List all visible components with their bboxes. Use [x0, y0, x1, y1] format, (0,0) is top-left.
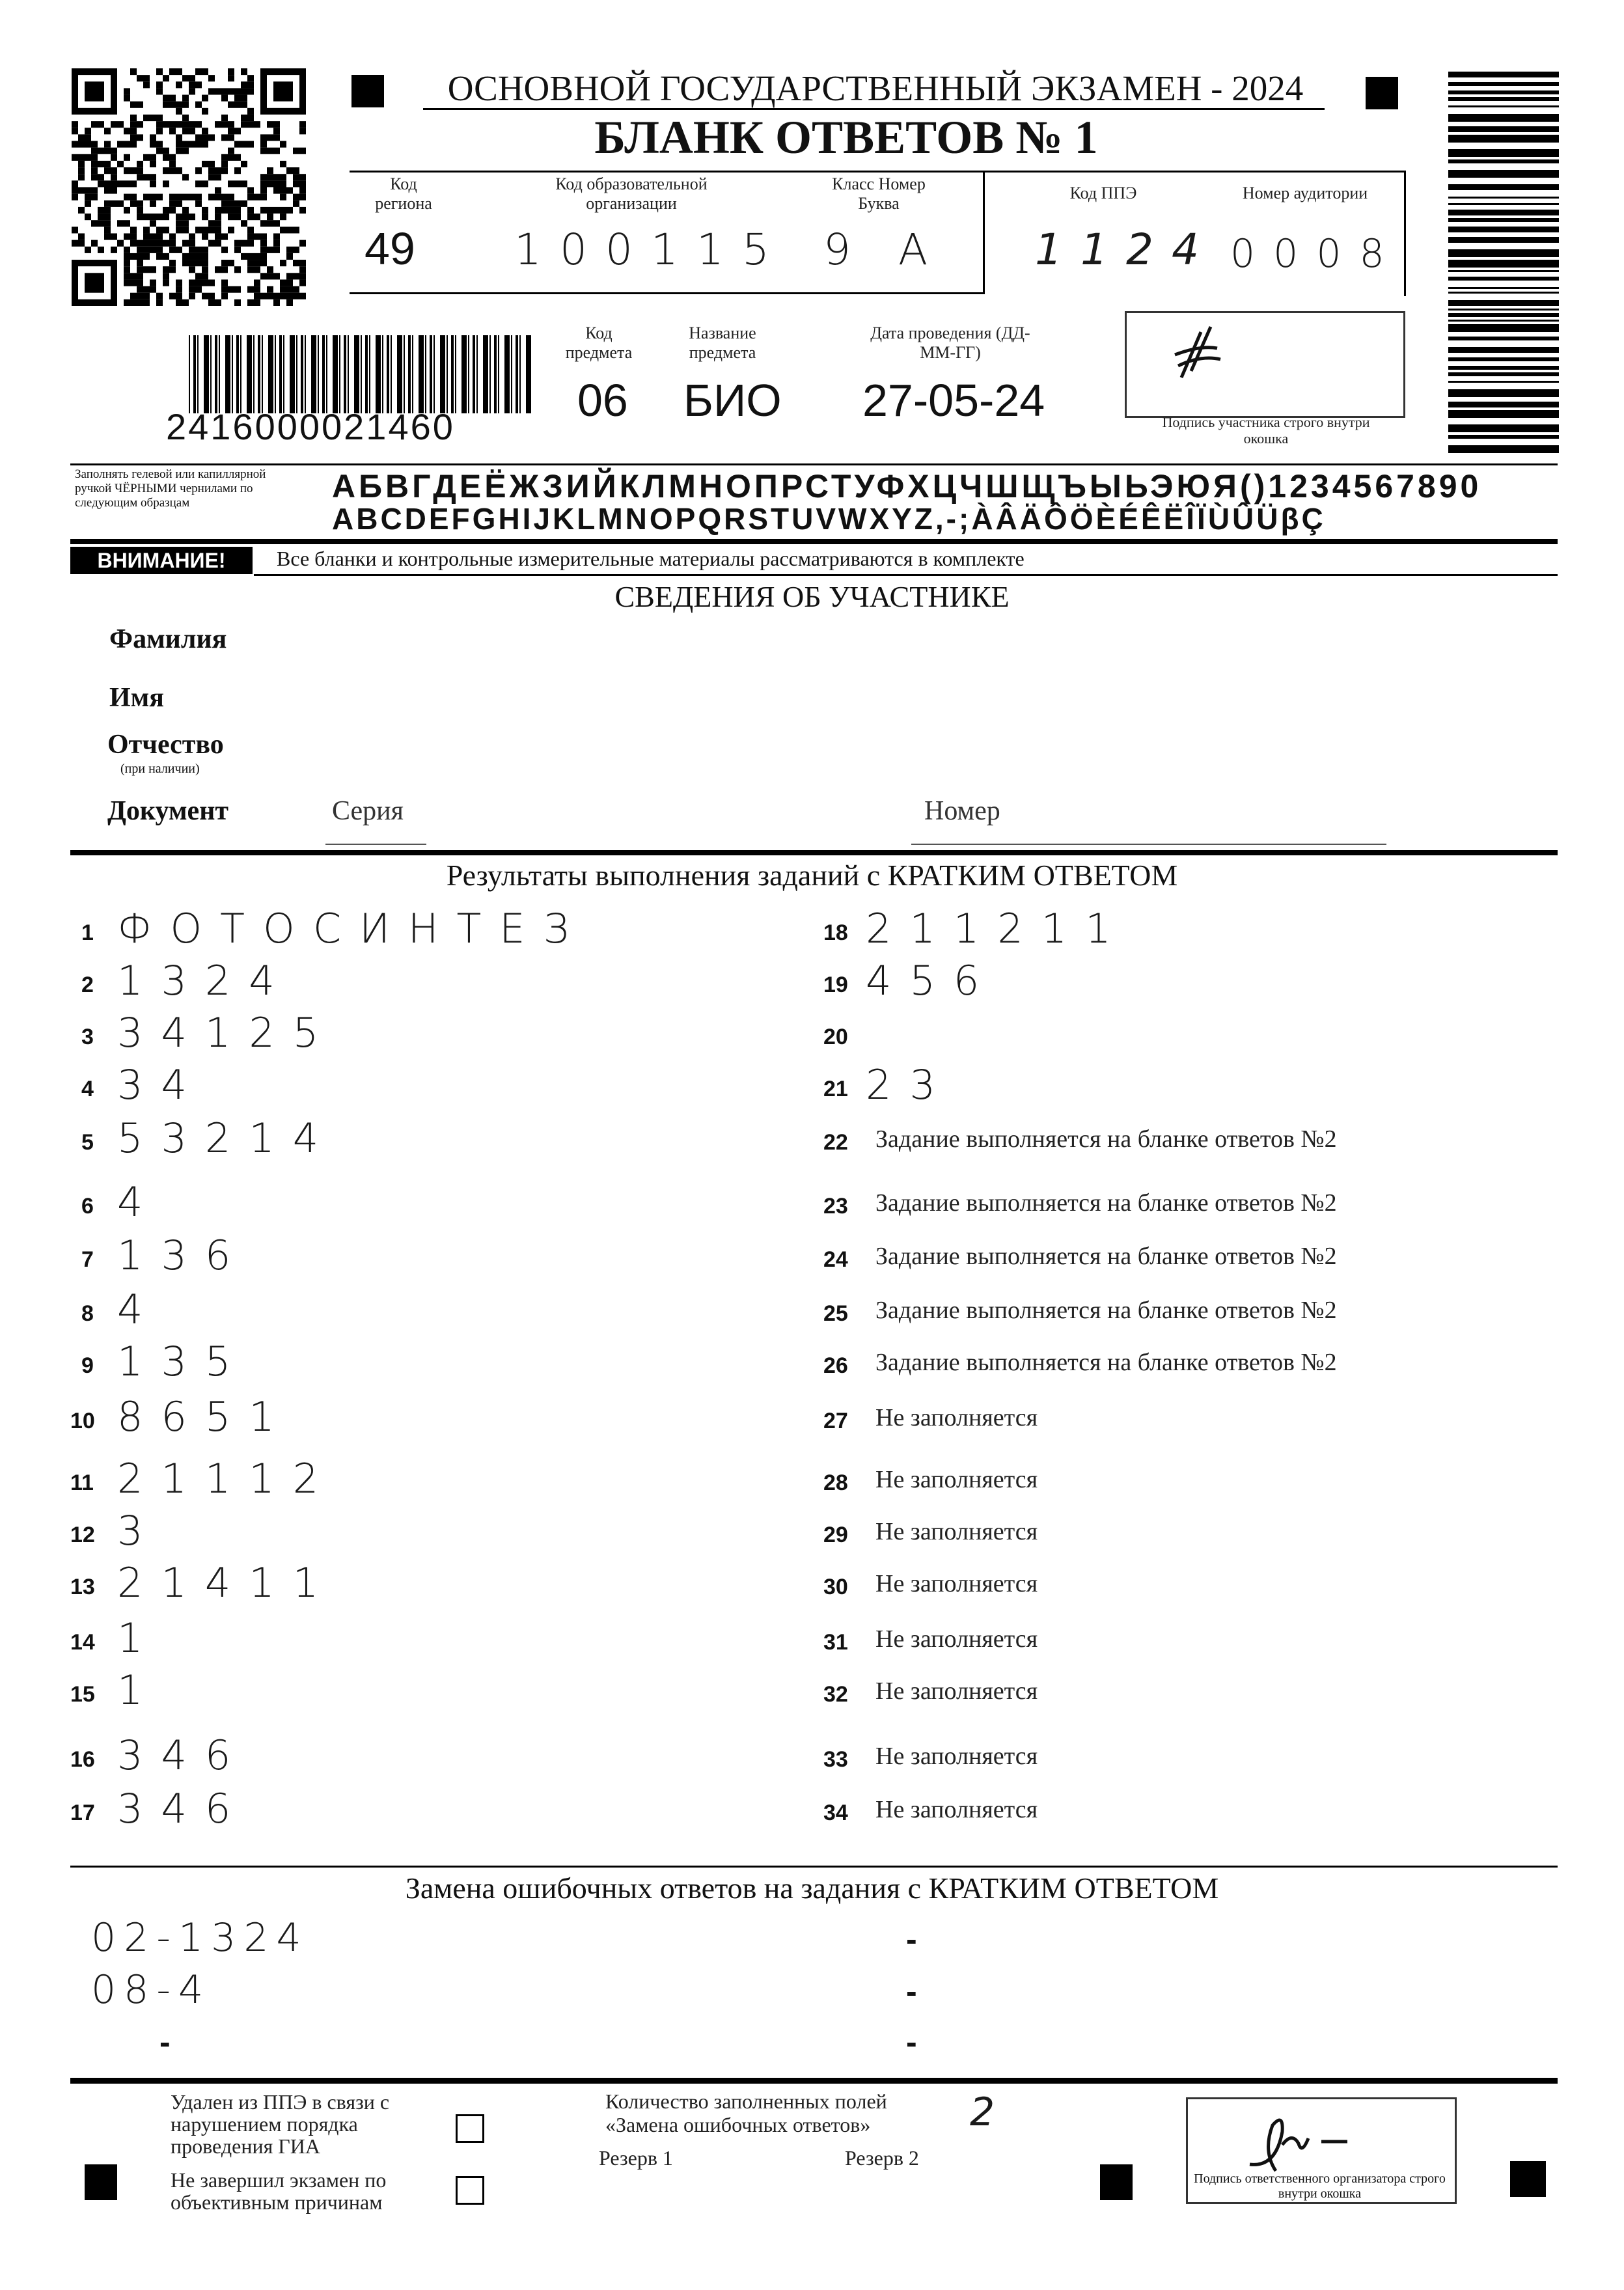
answer-field[interactable]: ФОТОСИНТЕЗ — [117, 905, 588, 952]
name-label: Имя — [109, 683, 164, 713]
sample-instruction: Заполнять гелевой или капиллярной ручкой ЧЁРНЫМИ чернилами по следующим образцам — [75, 467, 266, 510]
answer-number: 18 — [823, 920, 848, 945]
form-title: БЛАНК ОТВЕТОВ № 1 — [594, 111, 1098, 163]
answer-number: 26 — [823, 1353, 848, 1378]
side-barcode — [1448, 72, 1559, 456]
answer-field[interactable]: 8651 — [117, 1393, 293, 1441]
sample-row-2: ABCDEFGHIJKLMNOPQRSTUVWXYZ,-;ÀÂÄÔÖÈÉÊËÎÏÙÛÜβÇ — [332, 502, 1326, 536]
answer-number: 13 — [70, 1575, 95, 1599]
answer-field[interactable]: 136 — [117, 1232, 249, 1279]
answer-note: Не заполняется — [875, 1404, 1038, 1431]
answer-note: Не заполняется — [875, 1518, 1038, 1545]
answer-number: 20 — [823, 1025, 848, 1049]
answer-number: 32 — [823, 1682, 848, 1707]
answer-note: Не заполняется — [875, 1625, 1038, 1653]
answer-field[interactable]: 21112 — [117, 1455, 337, 1502]
replacements-section-title: Замена ошибочных ответов на задания с КРАТКИМ ОТВЕТОМ — [405, 1871, 1219, 1905]
answer-note: Задание выполняется на бланке ответов №2 — [875, 1189, 1337, 1217]
corner-marker — [351, 75, 384, 107]
answer-field[interactable]: 1 — [117, 1614, 161, 1662]
answer-number: 31 — [823, 1630, 848, 1655]
not-finished-label: Не завершил экзамен по объективным причинам — [171, 2168, 387, 2214]
official-signature — [1237, 2106, 1380, 2177]
answer-field[interactable]: 135 — [117, 1338, 249, 1385]
series-label: Серия — [332, 796, 404, 826]
answer-number: 34 — [823, 1800, 848, 1825]
count-label: Количество заполненных полей «Замена ошибочных ответов» — [605, 2090, 887, 2136]
number-label: Номер — [924, 796, 1000, 826]
reserve-2: Резерв 2 — [845, 2146, 919, 2170]
answer-field[interactable]: 1324 — [117, 957, 293, 1004]
room-label: Номер аудитории — [1242, 184, 1368, 202]
subject-name-label: Название предмета — [689, 324, 756, 362]
participant-signature-caption: Подпись участника строго внутри окошка — [1162, 414, 1370, 447]
answer-field[interactable]: 53214 — [117, 1114, 337, 1162]
date-label: Дата проведения (ДД-ММ-ГГ) — [870, 324, 1030, 362]
answer-number: 24 — [823, 1247, 848, 1272]
participant-section-title: СВЕДЕНИЯ ОБ УЧАСТНИКЕ — [614, 580, 1010, 613]
answer-field[interactable]: 1 — [117, 1666, 161, 1714]
answer-note: Задание выполняется на бланке ответов №2 — [875, 1297, 1337, 1324]
region-code: 49 — [365, 223, 415, 274]
answer-number: 21 — [823, 1077, 848, 1101]
replacement-field[interactable]: 08-4 — [91, 1967, 212, 2013]
answer-number: 7 — [81, 1247, 94, 1272]
answer-number: 19 — [823, 973, 848, 997]
not-finished-checkbox[interactable] — [456, 2176, 484, 2205]
answer-note: Не заполняется — [875, 1743, 1038, 1770]
official-signature-caption: Подпись ответственного организатора строго внутри окошка — [1194, 2172, 1446, 2201]
ppe-code: 1124 — [1035, 225, 1217, 275]
answer-number: 27 — [823, 1409, 848, 1433]
corner-marker — [1100, 2164, 1133, 2200]
surname-label: Фамилия — [109, 624, 227, 654]
qr-code — [72, 68, 306, 306]
answer-note: Задание выполняется на бланке ответов №2 — [875, 1349, 1337, 1376]
patronymic-note: (при наличии) — [120, 762, 200, 776]
answer-number: 22 — [823, 1130, 848, 1155]
sample-row-1: АБВГДЕЁЖЗИЙКЛМНОПРСТУФХЦЧШЩЪЫЬЭЮЯ()1234567890 — [332, 468, 1482, 504]
reserve-1: Резерв 1 — [599, 2146, 673, 2170]
org-code: 100115 — [514, 225, 788, 275]
warning-badge: ВНИМАНИЕ! — [70, 547, 253, 574]
answer-number: 16 — [70, 1747, 95, 1772]
document-label: Документ — [107, 796, 229, 826]
answer-field[interactable]: 34 — [117, 1061, 205, 1109]
corner-marker — [1366, 77, 1398, 109]
answer-number: 14 — [70, 1630, 95, 1655]
answer-number: 8 — [81, 1301, 94, 1326]
subject-code-label: Код предмета — [565, 324, 633, 362]
answer-field[interactable]: 456 — [866, 957, 998, 1004]
replacement-field[interactable]: 02-1324 — [91, 1915, 309, 1961]
answer-field[interactable]: 4 — [117, 1178, 161, 1226]
answer-number: 6 — [81, 1194, 94, 1219]
answer-note: Не заполняется — [875, 1466, 1038, 1493]
answer-number: 12 — [70, 1523, 95, 1547]
answer-field[interactable]: 23 — [866, 1061, 954, 1109]
answer-number: 9 — [81, 1353, 94, 1378]
class-label: Класс Номер Буква — [832, 174, 926, 213]
answer-field[interactable]: 346 — [117, 1785, 249, 1832]
warning-text: Все бланки и контрольные измерительные материалы рассматриваются в комплекте — [277, 547, 1025, 570]
ppe-label: Код ППЭ — [1069, 184, 1137, 202]
answer-number: 2 — [81, 973, 94, 997]
exam-date: 27-05-24 — [862, 375, 1045, 426]
answer-field[interactable]: 21411 — [117, 1559, 337, 1607]
answer-number: 30 — [823, 1575, 848, 1599]
answer-note: Задание выполняется на бланке ответов №2 — [875, 1243, 1337, 1270]
org-label: Код образовательной организации — [555, 174, 708, 213]
subject-code: 06 — [577, 375, 628, 426]
answer-field[interactable]: 3 — [117, 1507, 161, 1554]
answer-field[interactable]: 211211 — [866, 905, 1129, 952]
subject-name: БИО — [683, 375, 782, 426]
answer-number: 29 — [823, 1523, 848, 1547]
answer-field[interactable]: 4 — [117, 1286, 161, 1333]
barcode — [166, 335, 534, 447]
class-letter: А — [898, 225, 946, 275]
patronymic-label: Отчество — [107, 730, 224, 760]
region-label: Код региона — [375, 174, 432, 213]
participant-signature — [1155, 319, 1233, 391]
answers-section-title: Результаты выполнения заданий с КРАТКИМ ОТВЕТОМ — [446, 859, 1178, 892]
count-value: 2 — [970, 2090, 1013, 2135]
replacement-field[interactable]: - — [906, 1973, 917, 2009]
removed-label: Удален из ППЭ в связи с нарушением порядка проведения ГИА — [171, 2090, 390, 2158]
answer-note: Не заполняется — [875, 1796, 1038, 1823]
corner-marker — [1510, 2161, 1546, 2197]
answer-number: 23 — [823, 1194, 848, 1219]
removed-checkbox[interactable] — [456, 2114, 484, 2143]
answer-note: Задание выполняется на бланке ответов №2 — [875, 1125, 1337, 1153]
answer-field[interactable]: 34125 — [117, 1009, 337, 1056]
answer-number: 25 — [823, 1301, 848, 1326]
answer-number: 10 — [70, 1409, 95, 1433]
replacement-field[interactable]: - — [906, 2024, 917, 2060]
exam-title: ОСНОВНОЙ ГОСУДАРСТВЕННЫЙ ЭКЗАМЕН - 2024 — [447, 68, 1304, 108]
corner-marker — [85, 2164, 117, 2200]
replacement-field[interactable]: - — [159, 2024, 171, 2060]
answer-number: 1 — [81, 920, 94, 945]
answer-number: 3 — [81, 1025, 94, 1049]
class-number: 9 — [823, 225, 869, 275]
replacement-field[interactable]: - — [906, 1921, 917, 1957]
answer-note: Не заполняется — [875, 1677, 1038, 1705]
answer-field[interactable]: 346 — [117, 1731, 249, 1779]
answer-number: 33 — [823, 1747, 848, 1772]
answer-number: 4 — [81, 1077, 94, 1101]
answer-number: 28 — [823, 1470, 848, 1495]
answer-note: Не заполняется — [875, 1570, 1038, 1597]
answer-number: 15 — [70, 1682, 95, 1707]
answer-number: 17 — [70, 1800, 95, 1825]
barcode-number: 2416000021460 — [166, 406, 455, 447]
answer-number: 11 — [70, 1470, 94, 1495]
answer-number: 5 — [81, 1130, 94, 1155]
room-code: 0008 — [1230, 231, 1403, 277]
